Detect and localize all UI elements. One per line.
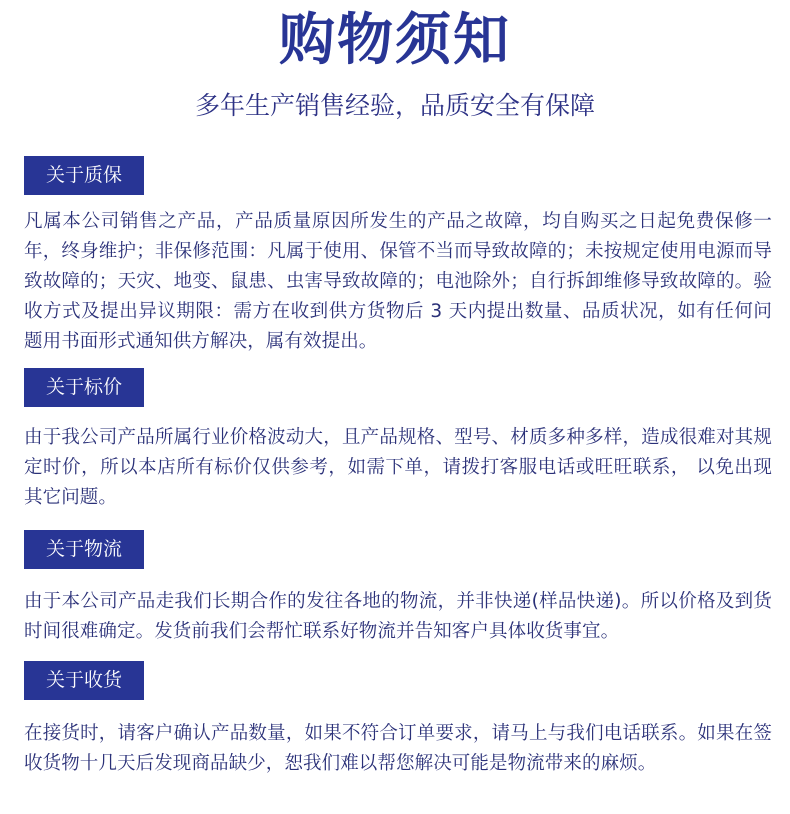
- section-label-logistics: 关于物流: [24, 530, 144, 569]
- section-label-receiving: 关于收货: [24, 661, 144, 700]
- section-label-pricing: 关于标价: [24, 368, 144, 407]
- section-label-warranty: 关于质保: [24, 156, 144, 195]
- section-text-receiving: 在接货时，请客户确认产品数量，如果不符合订单要求，请马上与我们电话联系。如果在签收货物十几天后发现商品缺少，恕我们难以帮您解决可能是物流带来的麻烦。: [24, 723, 772, 774]
- section-text-warranty: 凡属本公司销售之产品，产品质量原因所发生的产品之故障，均自购买之日起免费保修一年，终身维护；非保修范围：凡属于使用、保管不当而导致故障的；未按规定使用电源而导致故障的；天灾、地变、鼠患、虫害导致故障的；电池除外；自行拆卸维修导致故障的。验收方式及提出异议期限：需方在收到供方货物后 3 天内提出数量、品质状况，如有任何问题用书面形式通知供方解决，属有效提出。: [24, 211, 772, 352]
- page-subtitle: 多年生产销售经验，品质安全有保障: [194, 91, 595, 120]
- page-title: 购物须知: [279, 8, 511, 73]
- section-text-pricing: 由于我公司产品所属行业价格波动大，且产品规格、型号、材质多种多样，造成很难对其规定时价，所以本店所有标价仅供参考，如需下单，请拨打客服电话或旺旺联系， 以免出现其它问题。: [24, 427, 772, 508]
- section-text-logistics: 由于本公司产品走我们长期合作的发往各地的物流，并非快递(样品快递)。所以价格及到货时间很难确定。发货前我们会帮忙联系好物流并告知客户具体收货事宜。: [24, 591, 772, 642]
